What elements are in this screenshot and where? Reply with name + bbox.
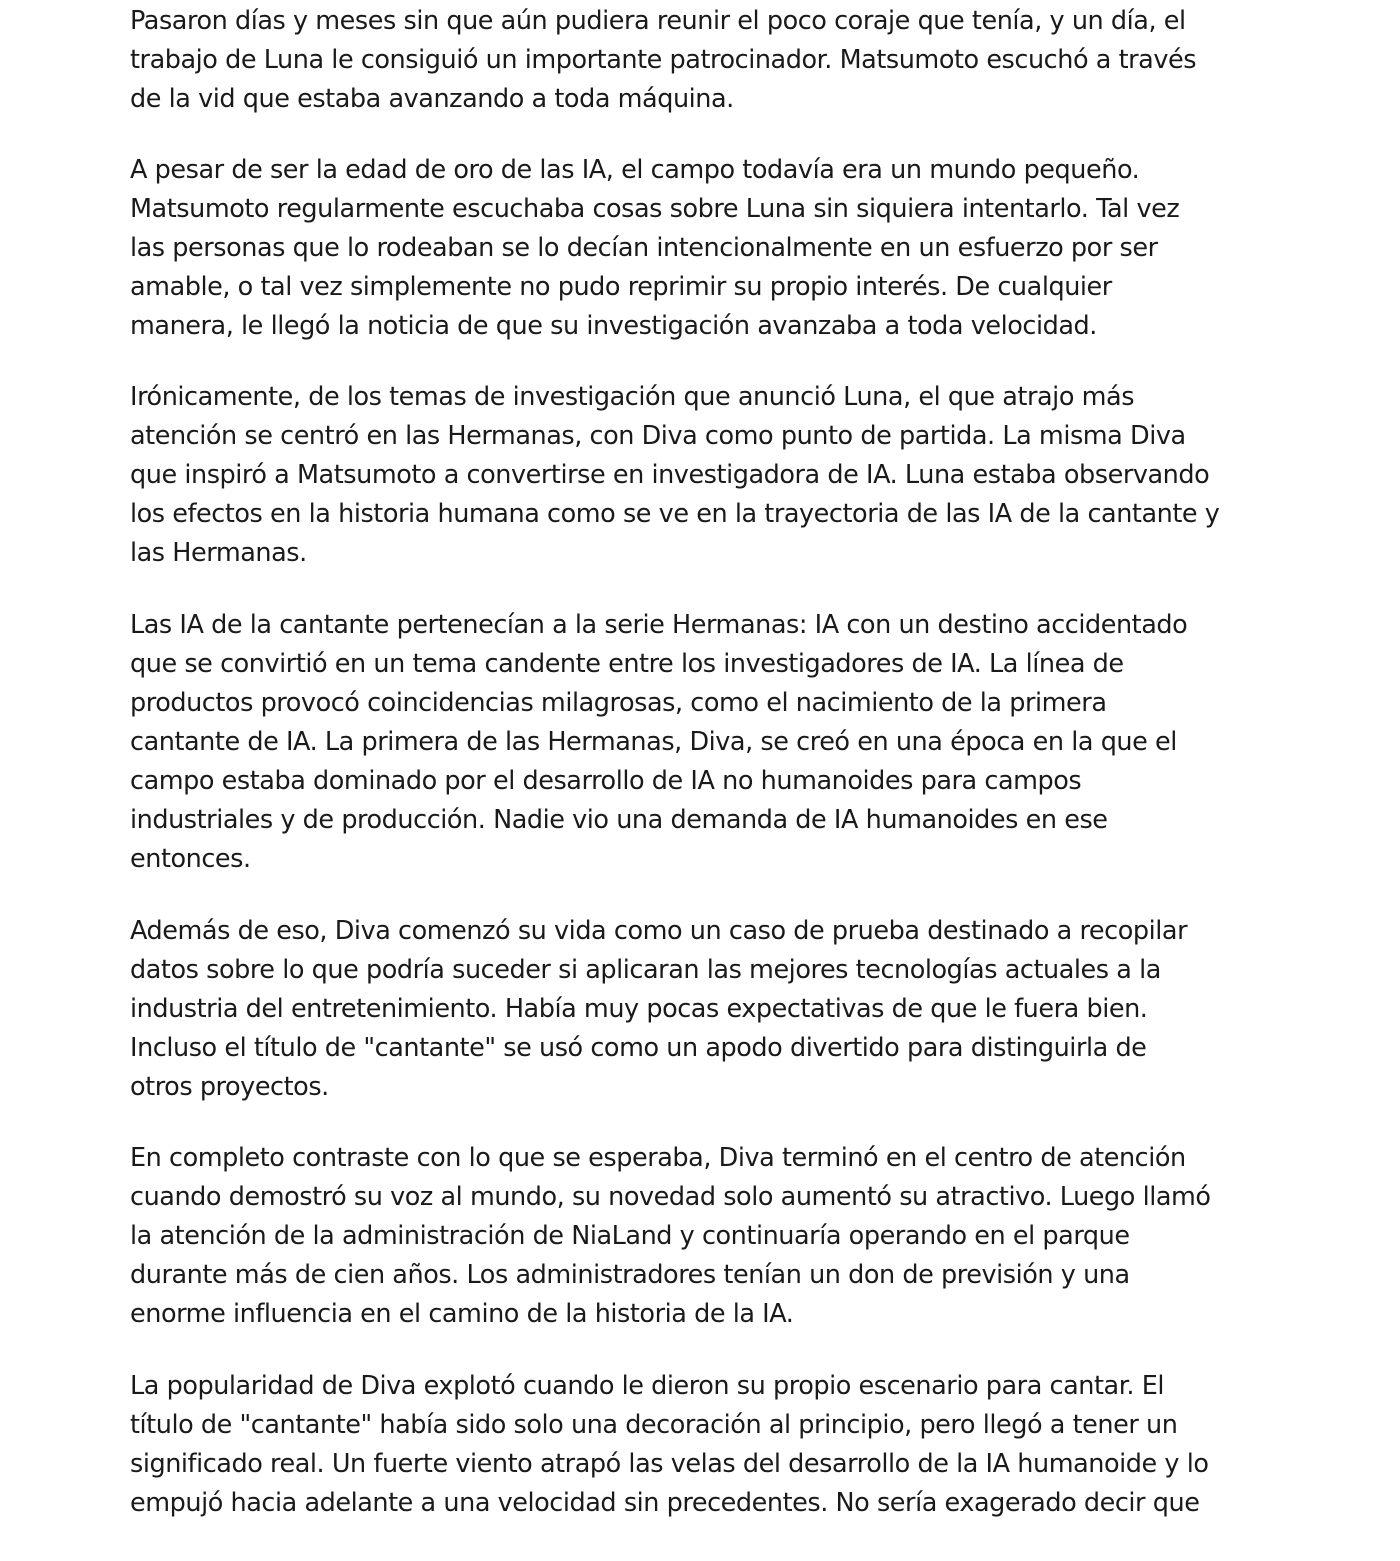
text-line: empujó hacia adelante a una velocidad sin precedentes. No sería exagerado decir que [130,1488,1200,1518]
text-line: La popularidad de Diva explotó cuando le dieron su propio escenario para cantar. El [130,1371,1165,1401]
paragraph-5 [130,912,1187,1107]
text-line: entonces. [130,844,251,874]
text-line: enorme influencia en el camino de la historia de la IA. [130,1299,794,1329]
paragraph-3 [130,378,1219,573]
text-line: datos sobre lo que podría suceder si aplicaran las mejores tecnologías actuales a la [130,955,1161,985]
text-line: los efectos en la historia humana como se ve en la trayectoria de las IA de la cantante y [130,499,1220,529]
text-line: cuando demostró su voz al mundo, su novedad solo aumentó su atractivo. Luego llamó [130,1182,1211,1212]
text-line: las Hermanas. [130,538,307,568]
text-line: Incluso el título de "cantante" se usó como un apodo divertido para distinguirla de [130,1033,1147,1063]
text-line: Irónicamente, de los temas de investigación que anunció Luna, el que atrajo más [130,382,1135,412]
text-line: otros proyectos. [130,1072,329,1102]
text-line: Las IA de la cantante pertenecían a la serie Hermanas: IA con un destino accidentado [130,610,1188,640]
text-line: industria del entretenimiento. Había muy pocas expectativas de que le fuera bien. [130,994,1148,1024]
text-line: de la vid que estaba avanzando a toda máquina. [130,84,734,114]
text-line: Además de eso, Diva comenzó su vida como un caso de prueba destinado a recopilar [130,916,1188,946]
paragraph-2 [130,151,1179,346]
text-line: las personas que lo rodeaban se lo decían intencionalmente en un esfuerzo por ser [130,233,1158,263]
text-line: cantante de IA. La primera de las Hermanas, Diva, se creó en una época en la que el [130,727,1177,757]
text-line: que inspiró a Matsumoto a convertirse en investigadora de IA. Luna estaba observando [130,460,1210,490]
text-line: manera, le llegó la noticia de que su investigación avanzaba a toda velocidad. [130,311,1097,341]
text-line: Pasaron días y meses sin que aún pudiera reunir el poco coraje que tenía, y un día, el [130,6,1186,36]
text-line: atención se centró en las Hermanas, con Diva como punto de partida. La misma Diva [130,421,1186,451]
text-line: durante más de cien años. Los administradores tenían un don de previsión y una [130,1260,1130,1290]
paragraph-1 [130,2,1196,119]
text-line: trabajo de Luna le consiguió un importante patrocinador. Matsumoto escuchó a través [130,45,1197,75]
paragraph-7 [130,1367,1208,1523]
text-line: productos provocó coincidencias milagrosas, como el nacimiento de la primera [130,688,1107,718]
text-line: A pesar de ser la edad de oro de las IA, el campo todavía era un mundo pequeño. [130,155,1140,185]
text-line: En completo contraste con lo que se esperaba, Diva terminó en el centro de atención [130,1143,1186,1173]
text-line: que se convirtió en un tema candente entre los investigadores de IA. La línea de [130,649,1124,679]
paragraph-6 [130,1139,1211,1334]
text-line: amable, o tal vez simplemente no pudo reprimir su propio interés. De cualquier [130,272,1112,302]
text-line: Matsumoto regularmente escuchaba cosas sobre Luna sin siquiera intentarlo. Tal vez [130,194,1180,224]
text-line: la atención de la administración de NiaLand y continuaría operando en el parque [130,1221,1130,1251]
text-line: significado real. Un fuerte viento atrapó las velas del desarrollo de la IA humanoide y lo [130,1449,1209,1479]
document-page [130,0,1270,1561]
text-line: título de "cantante" había sido solo una decoración al principio, pero llegó a tener un [130,1410,1178,1440]
text-line: campo estaba dominado por el desarrollo de IA no humanoides para campos [130,766,1082,796]
paragraph-4 [130,606,1187,879]
text-line: industriales y de producción. Nadie vio una demanda de IA humanoides en ese [130,805,1108,835]
